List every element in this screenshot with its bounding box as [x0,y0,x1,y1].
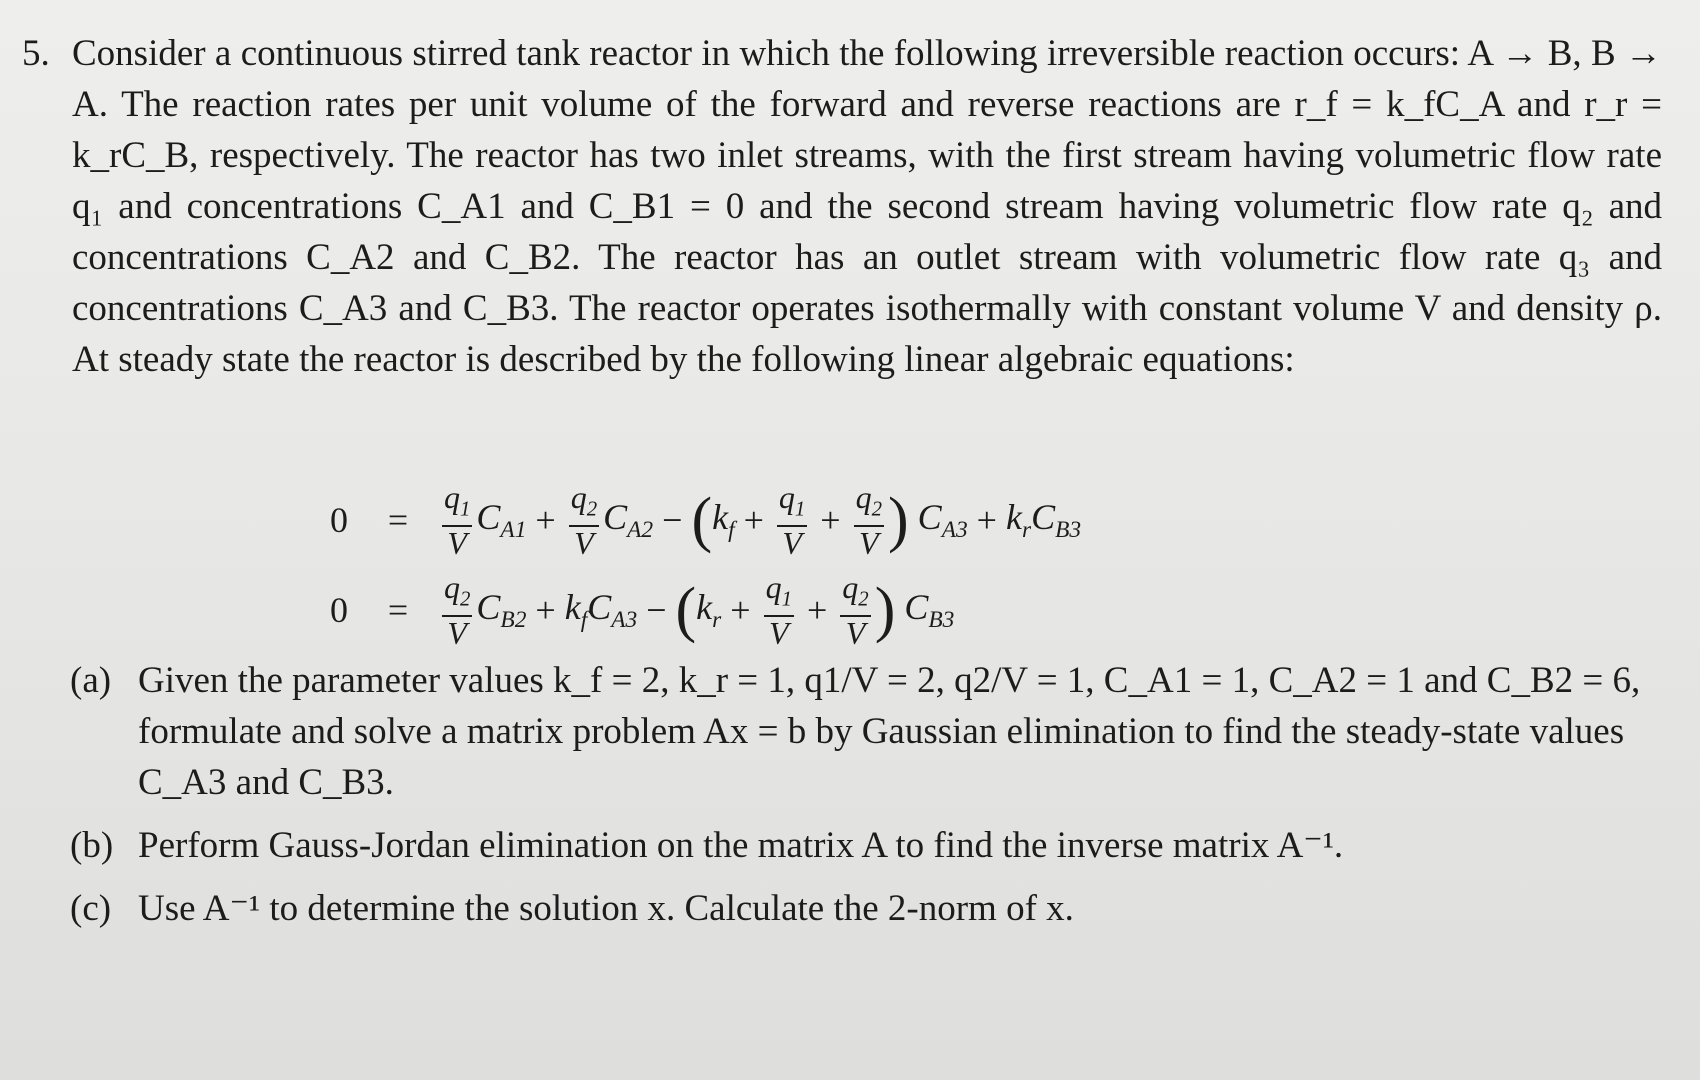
part-a-text: Given the parameter values k_f = 2, k_r = 1, q1/V = 2, q2/V = 1, C_A1 = 1, C_A2 = 1 and C_B2 = 6, formulate and solve a matrix problem Ax = b by Gaussian elimination to find the steady-state values C_A3 and C_B3. [138,660,1641,803]
equation-1: 0 = $\frac{q_1}{V}$ $C_{A1}$ + $\frac{q_2}{V}$ $C_{A2}$ − ( $k_f$ + $\frac{q_1}{V}$ + $\frac{q_2}{V}$ ) $C_{A3}$ + $k_rC_{B3}$ [330,478,1082,562]
problem-parts [70,655,1670,946]
part-c [70,883,1670,934]
problem-intro-text: Consider a continuous stirred tank reactor in which the following irreversible reaction occurs: A → B, B → A. The reaction rates per unit volume of the forward and reverse reactions are r_f = k_fC_A and r_r = k_rC_B, respectively. The reactor has two inlet streams, with the first stream having volumetric flow rate q₁ and concentrations C_A1 and C_B1 = 0 and the second stream having volumetric flow rate q₂ and concentrations C_A2 and C_B2. The reactor has an outlet stream with volumetric flow rate q₃ and concentrations C_A3 and C_B3. The reactor operates isothermally with constant volume V and density ρ. At steady state the reactor is described by the following linear algebraic equations: [72,33,1662,380]
part-a-label: (a) [70,660,112,701]
equation-lhs: 0 [330,500,348,540]
fraction-q2-v: $\frac{q_2}{V}$ [842,568,869,652]
equation-2: 0 = $\frac{q_2}{V}$ $C_{B2}$ + $k_fC_{A3}$ − ( $k_r$ + $\frac{q_1}{V}$ + $\frac{q_2}{V}$ ) $C_{B3}$ [330,568,955,652]
problem-statement [22,28,1662,385]
fraction-q2-v: $\frac{q_2}{V}$ [444,568,471,652]
fraction-q2-v: $\frac{q_2}{V}$ [855,478,883,562]
problem-number: 5. [22,33,50,74]
part-c-text: Use A⁻¹ to determine the solution x. Calculate the 2-norm of x. [138,888,1074,929]
fraction-q1-v: $\frac{q_1}{V}$ [778,478,806,562]
part-b [70,820,1670,871]
fraction-q1-v: $\frac{q_1}{V}$ [444,478,471,562]
equation-lhs: 0 [330,590,348,630]
part-a [70,655,1670,808]
equals-sign: = [387,590,409,630]
equals-sign: = [387,500,409,540]
fraction-q2-v: $\frac{q_2}{V}$ [570,478,598,562]
part-b-label: (b) [70,825,114,866]
part-c-label: (c) [70,888,112,929]
part-b-text: Perform Gauss-Jordan elimination on the matrix A to find the inverse matrix A⁻¹. [138,825,1344,866]
fraction-q1-v: $\frac{q_1}{V}$ [765,568,792,652]
equation-system [330,475,1330,655]
